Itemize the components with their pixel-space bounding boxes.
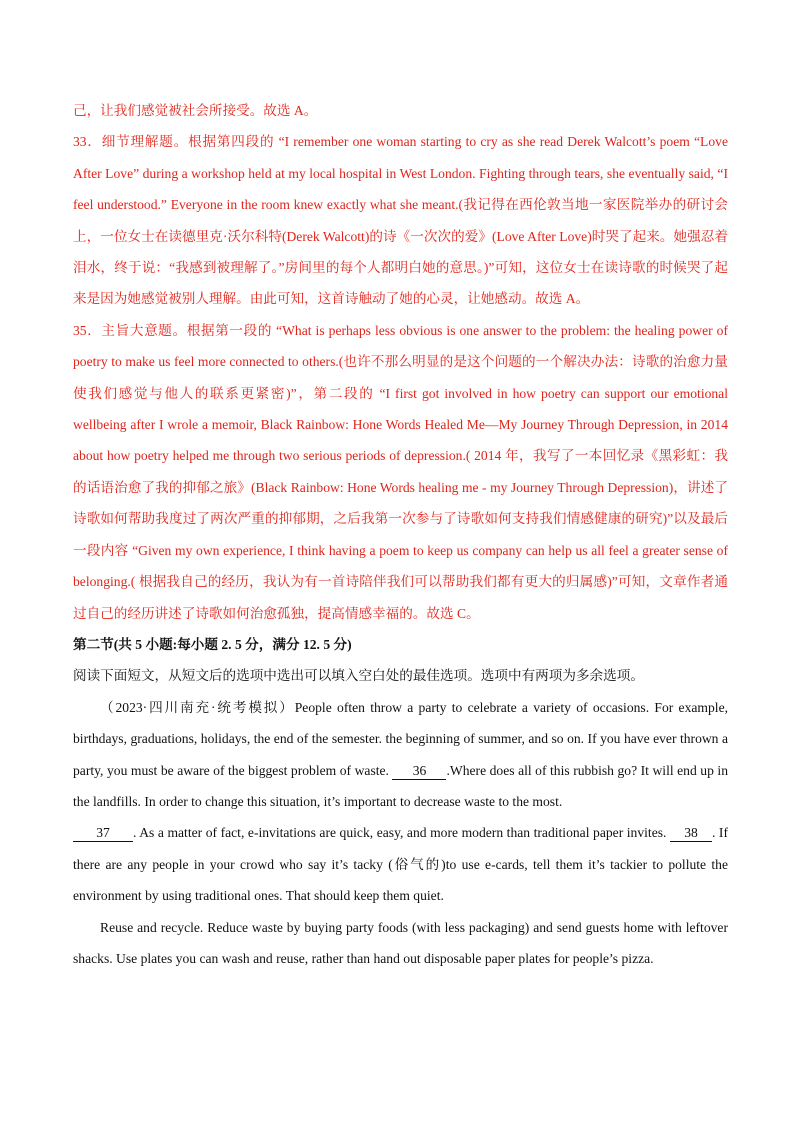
passage-text: .Where does all of this rubbish go? It will end up in the landfills. In order to change this situation, it’s important to decrease waste to the most. [73,762,728,809]
blank-38: 38 [670,825,712,842]
passage-text: . As a matter of fact, e-invitations are quick, easy, and more modern than traditional paper invites. [133,825,670,841]
answer-analysis-q33: 33．细节理解题。根据第四段的 “I remember one woman starting to cry as she read Derek Walcott’s poem “Love After Love” during a workshop held at my local hospital in West London. Fighting through tears, she eventually said, “I feel understood.” Everyone in the room knew exactly what she meant.(我记得在西伦敦当地一家医院举办的研讨会上，一位女士在读德里克·沃尔科特(Derek Walcott)的诗《一次次的爱》(Love After Love)时哭了起来。她强忍着泪水，终于说：“我感到被理解了。”房间里的每个人都明白她的意思。)”可知，这位女士在读诗歌的时候哭了起来是因为她感觉被别人理解。由此可知，这首诗触动了她的心灵，让她感动。故选 A。 [73,134,728,307]
blank-36: 36 [392,763,446,780]
passage-text: . If there are any people in your crowd who say it’s tacky (俗气的)to use e-cards, tell them it’s tackier to pollute the environment by using traditional ones. That should keep them quiet. [73,825,728,904]
section-instructions: 阅读下面短文，从短文后的选项中选出可以填入空白处的最佳选项。选项中有两项为多余选项。 [73,668,644,684]
blank-37: 37 [73,825,133,842]
document-page [73,95,728,974]
passage-text: （2023·四川南充·统考模拟）People often throw a party to celebrate a variety of occasions. For example, birthdays, graduations, holidays, the end of the semester. the beginning of summer, and so on. If you have ever thrown a party, you must be aware of the biggest problem of waste. [73,699,728,778]
passage-paragraph-2 [73,817,728,911]
passage-paragraph-3: Reuse and recycle. Reduce waste by buying party foods (with less packaging) and send guests home with leftover shacks. Use plates you can wash and reuse, rather than hand out disposable paper plates for people’s pizza. [73,919,728,966]
passage-paragraph-1 [73,692,728,818]
answer-analysis-q35: 35．主旨大意题。根据第一段的 “What is perhaps less obvious is one answer to the problem: the healing power of poetry to make us feel more connected to others.(也许不那么明显的是这个问题的一个解决办法：诗歌的治愈力量使我们感觉与他人的联系更紧密)”，第二段的 “I first got involved in how poetry can support our emotional wellbeing after I wrole a memoir, Black Rainbow: Hone Words Healed Me—My Journey Through Depression, in 2014 about how poetry helped me through two serious periods of depression.( 2014 年，我写了一本回忆录《黑彩虹：我的话语治愈了我的抑郁之旅》(Black Rainbow: Hone Words healing me - my Journey Through Depression)，讲述了诗歌如何帮助我度过了两次严重的抑郁期，之后我第一次参与了诗歌如何支持我们情感健康的研究)”以及最后一段内容 “Given my own experience, I think having a poem to keep us company can help us all feel a greater sense of belonging.( 根据我自己的经历，我认为有一首诗陪伴我们可以帮助我们都有更大的归属感)”可知，文章作者通过自己的经历讲述了诗歌如何治愈孤独，提高情感幸福的。故选 C。 [73,322,728,621]
section-title: 第二节(共 5 小题:每小题 2. 5 分，满分 12. 5 分) [73,636,352,652]
answer-analysis-tail: 己，让我们感觉被社会所接受。故选 A。 [73,103,318,118]
